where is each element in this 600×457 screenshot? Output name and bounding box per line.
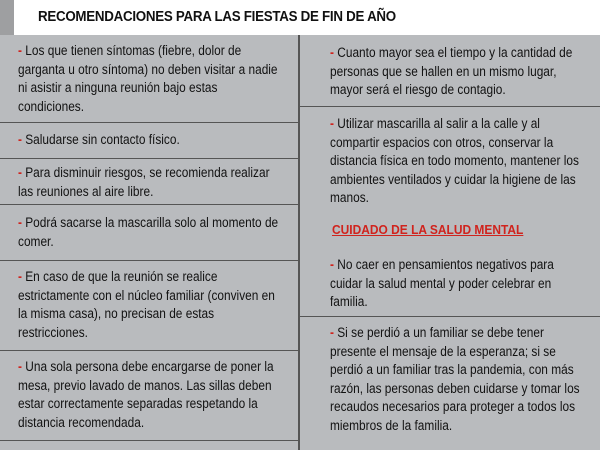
item-text: Si se perdió a un familiar se debe tener presente el mensaje de la esperanza; si se perdió a un familiar tras la pandemia, con más razón, las personas deben cuidarse y tomar los recaudos necesarios para proteger a todos los miembros de la familia. <box>330 325 580 433</box>
section-title-mental-health: CUIDADO DE LA SALUD MENTAL <box>332 222 524 237</box>
right-column <box>300 35 600 450</box>
list-item <box>300 107 600 315</box>
bullet-dash: - <box>18 43 26 58</box>
page-title: RECOMENDACIONES PARA LAS FIESTAS DE FIN DE AÑO <box>38 9 396 25</box>
item-text: En caso de que la reunión se realice estrictamente con el núcleo familiar (conviven en la misma casa), no precisan de estas restricciones. <box>18 269 275 340</box>
list-item <box>0 159 298 205</box>
item-text: Para disminuir riesgos, se recomienda realizar las reuniones al aire libre. <box>18 165 270 199</box>
bullet-dash: - <box>330 45 338 60</box>
bullet-dash: - <box>18 269 26 284</box>
bullet-dash: - <box>18 359 26 374</box>
item-text: Una sola persona debe encargarse de poner la mesa, previo lavado de manos. Las sillas deben estar correctamente separadas respetando la distancia recomendada. <box>18 359 274 430</box>
item-text: Los que tienen síntomas (fiebre, dolor de garganta u otro síntoma) no deben visitar a nadie ni asistir a ninguna reunión bajo estas condiciones. <box>18 43 278 114</box>
list-item <box>0 351 298 441</box>
list-item <box>300 317 600 457</box>
bullet-dash: - <box>18 215 26 230</box>
bullet-dash: - <box>330 325 338 340</box>
item-text: Cuanto mayor sea el tiempo y la cantidad de personas que se hallen en un mismo lugar, mayor será el riesgo de contagio. <box>330 45 573 98</box>
list-item <box>0 205 298 261</box>
list-item <box>0 35 298 123</box>
bullet-dash: - <box>18 165 26 180</box>
bullet-dash: - <box>18 132 26 147</box>
header-bar <box>0 0 600 35</box>
bullet-dash: - <box>330 257 338 272</box>
bullet-dash: - <box>330 116 338 131</box>
header-accent <box>0 0 14 35</box>
item-text: Saludarse sin contacto físico. <box>25 132 180 147</box>
left-column <box>0 35 300 450</box>
item-text: Utilizar mascarilla al salir a la calle y al compartir espacios con otros, conservar la distancia física en todo momento, mantener los ambientes ventilados y cuidar la higiene de las manos. <box>330 116 579 206</box>
list-item <box>300 35 600 107</box>
item-text: No caer en pensamientos negativos para cuidar la salud mental y poder celebrar en familia. <box>330 257 554 310</box>
list-item <box>0 261 298 351</box>
list-item <box>0 123 298 159</box>
item-text: Podrá sacarse la mascarilla solo al momento de comer. <box>18 215 279 249</box>
